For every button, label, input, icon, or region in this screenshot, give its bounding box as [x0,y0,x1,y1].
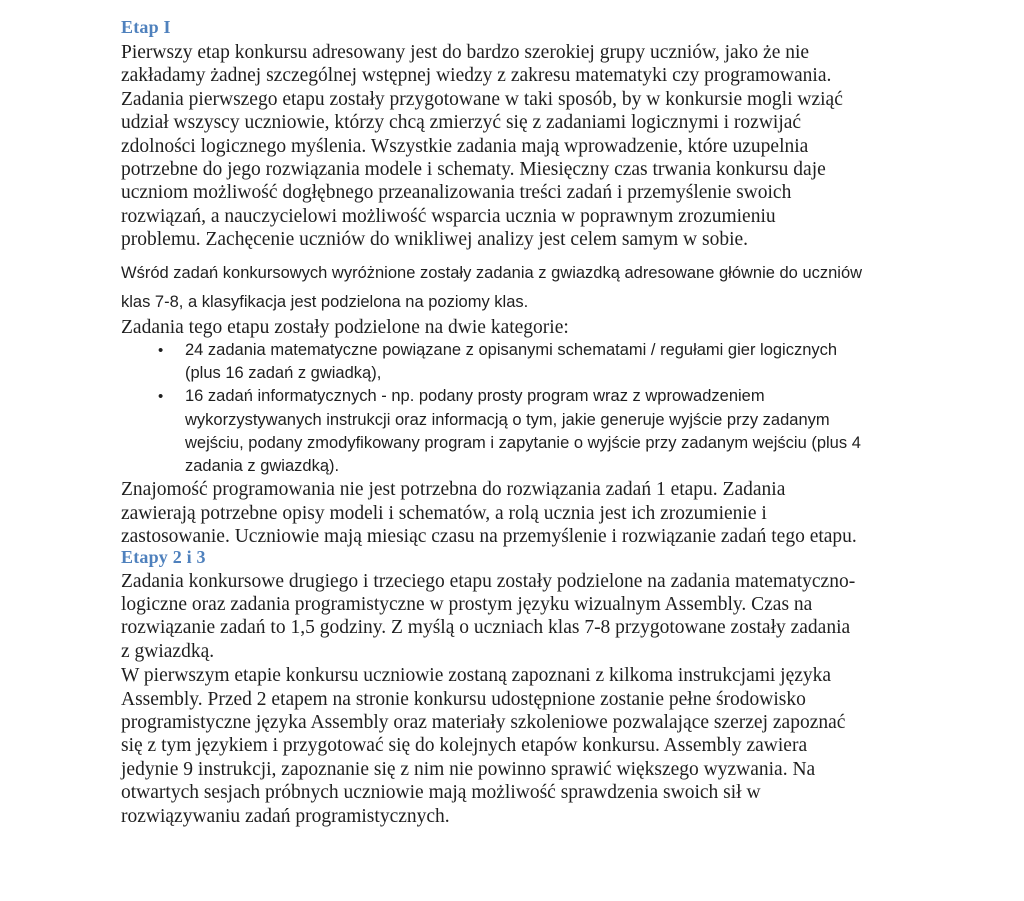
etap-1-closing-paragraph: Znajomość programowania nie jest potrzebna do rozwiązania zadań 1 etapu. Zadania zawierają potrzebne opisy modeli i schematów, a rolą ucznia jest ich zrozumienie i zastosowanie. Uczniowie mają miesiąc czasu na przemyślenie i rozwiązanie zadań tego etapu. [121,479,857,548]
etapy-2-3-paragraph-2: W pierwszym etapie konkursu uczniowie zostaną zapoznani z kilkoma instrukcjami języka Assembly. Przed 2 etapem na stronie konkursu udostępnione zostanie pełne środowisko programistyczne języka Assembly oraz materiały szkoleniowe pozwalające szerzej zapoznać się z tym językiem i przygotować się do kolejnych etapów konkursu. Assembly zawiera jedynie 9 instrukcji, zapoznanie się z nim nie powinno sprawić większego wyzwania. Na otwartych sesjach próbnych uczniowie mają możliwość sprawdzenia swoich sił w rozwiązywaniu zadań programistycznych. [121,665,846,827]
list-item [121,339,981,385]
categories-bullet-list [121,339,981,478]
etap-1-intro-paragraph: Pierwszy etap konkursu adresowany jest do bardzo szerokiej grupy uczniów, jako że nie zakładamy żadnej szczególnej wstępnej wiedzy z zakresu matematyki czy programowania. Zadania pierwszego etapu zostały przygotowane w taki sposób, by w konkursie mogli wziąć udział wszyscy uczniowie, którzy chcą zmierzyć się z zadaniami logicznymi i rozwijać zdolności logicznego myślenia. Wszystkie zadania mają wprowadzenie, które uzupelnia potrzebne do jego rozwiązania modele i schematy. Miesięczny czas trwania konkursu daje uczniom możliwość dogłębnego przeanalizowania treści zadań i przemyślenie swoich rozwiązań, a nauczycielowi możliwość wsparcia ucznia w poprawnym zrozumieniu problemu. Zachęcenie uczniów do wnikliwej analizy jest celem samym w sobie. [121,42,843,251]
etap-1-starred-tasks-note: Wśród zadań konkursowych wyróżnione zostały zadania z gwiazdką adresowane głównie do uczniów klas 7-8, a klasyfikacja jest podzielona na poziomy klas. [121,263,863,311]
etapy-2-3-paragraph-1: Zadania konkursowe drugiego i trzeciego etapu zostały podzielone na zadania matematyczno- logiczne oraz zadania programistyczne w prostym języku wizualnym Assembly. Czas na rozwiązanie zadań to 1,5 godziny. Z myślą o uczniach klas 7-8 przygotowane zostały zadania z gwiazdką. [121,570,856,662]
bullet-icon: • [158,342,164,360]
section-heading-etap-1: Etap I [121,17,171,37]
section-heading-etapy-2-3: Etapy 2 i 3 [121,546,206,567]
bullet-icon: • [158,388,164,406]
bullet-informatics-tasks: 16 zadań informatycznych - np. podany prosty program wraz z wprowadzeniem wykorzystywanych instrukcji oraz informacją o tym, jakie generuje wyjście przy zadanym wejściu, podany zmodyfikowany program i zapytanie o wyjście przy zadanym wejściu (plus 4 zadania z gwiazdką). [185,387,861,476]
etap-1-categories-lead: Zadania tego etapu zostały podzielone na dwie kategorie: [121,316,569,338]
document-page [121,16,981,828]
bullet-math-tasks: 24 zadania matematyczne powiązane z opisanymi schematami / regułami gier logicznych (plus 16 zadań z gwiadką), [185,341,838,383]
list-item [121,385,981,478]
